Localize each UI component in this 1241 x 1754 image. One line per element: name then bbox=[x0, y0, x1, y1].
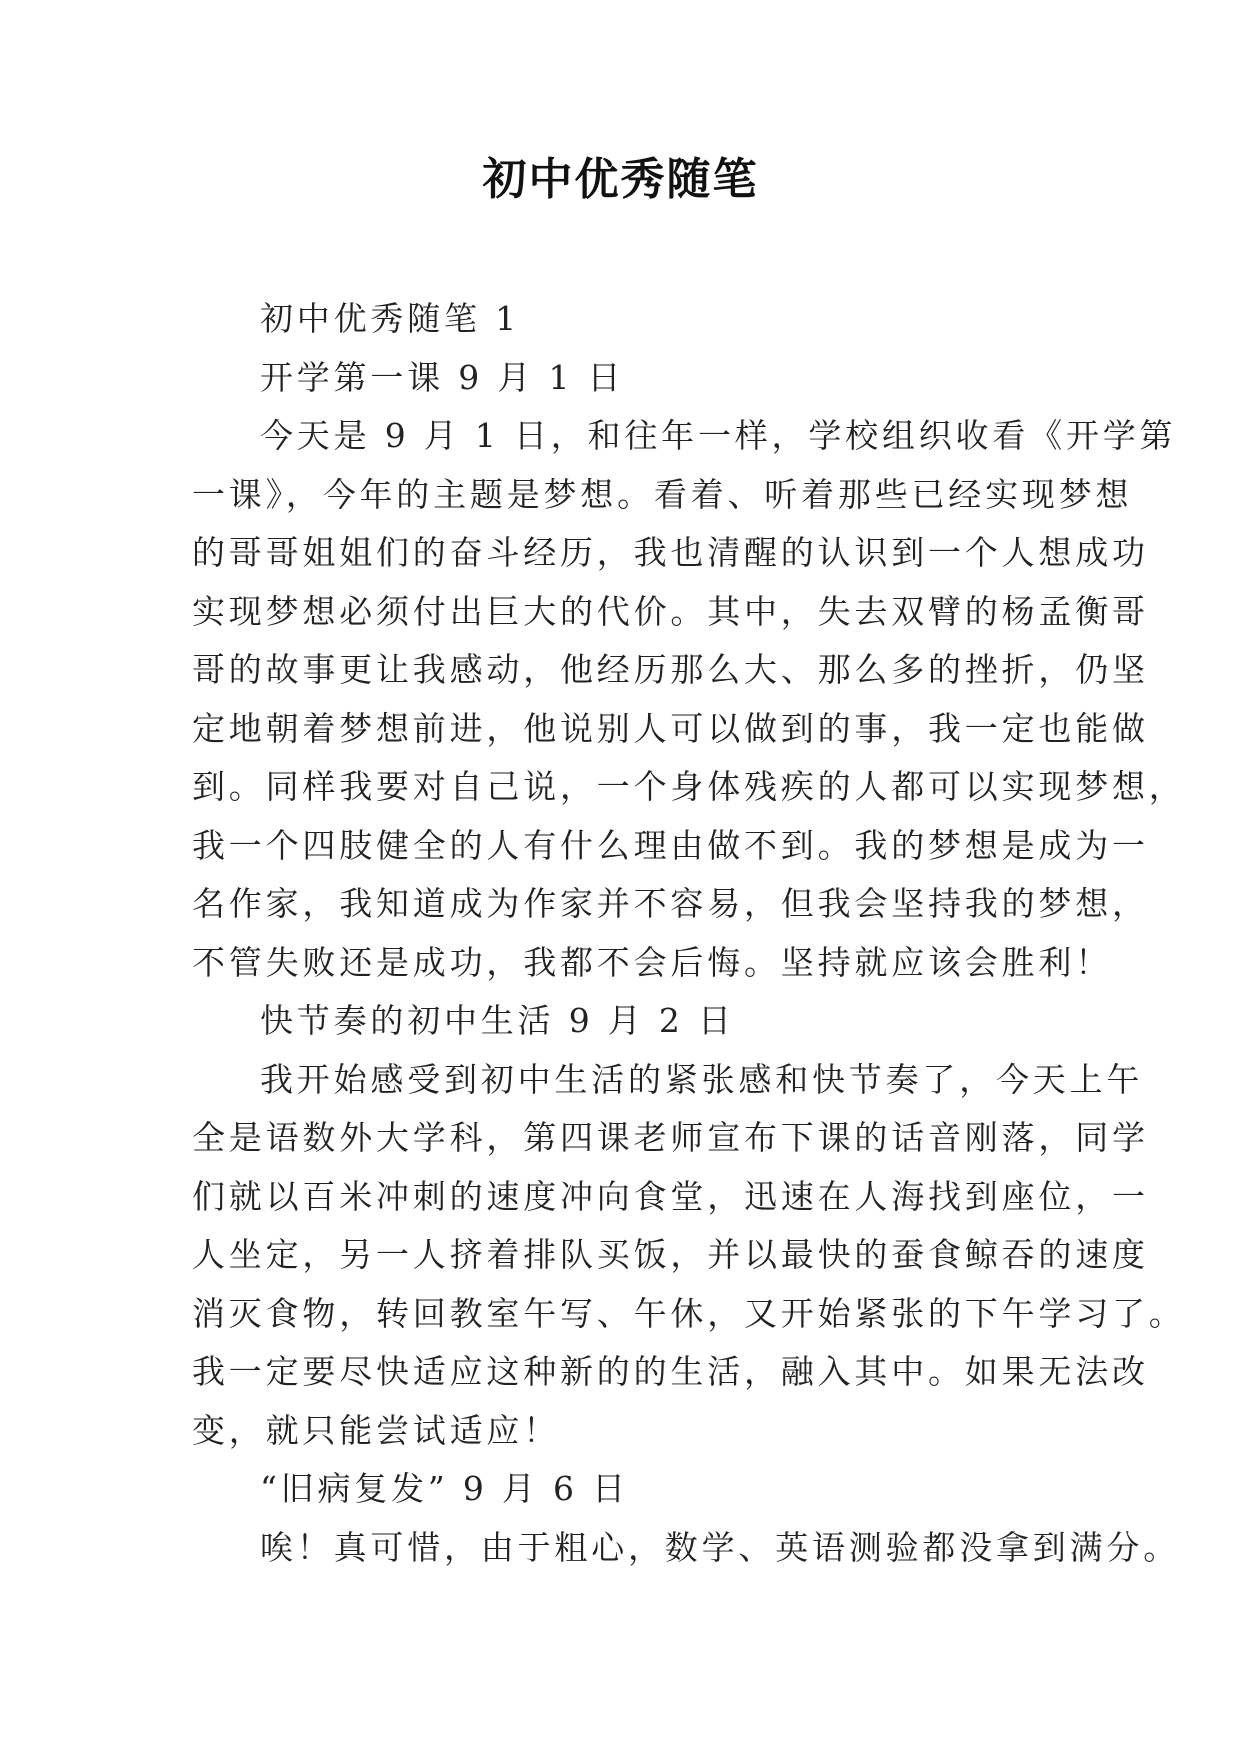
text-line: 快节奏的初中生活 9 月 2 日 bbox=[260, 1001, 735, 1040]
text-line: “旧病复发” 9 月 6 日 bbox=[260, 1469, 629, 1508]
document-title: 初中优秀随笔 bbox=[482, 154, 759, 205]
text-line: 实现梦想必须付出巨大的代价。其中，失去双臂的杨孟衡哥 bbox=[192, 591, 1149, 631]
text-line: 初中优秀随笔 1 bbox=[260, 299, 520, 338]
text-line: 们就以百米冲刺的速度冲向食堂，迅速在人海找到座位，一 bbox=[192, 1176, 1149, 1216]
text-line: 定地朝着梦想前进，他说别人可以做到的事，我一定也能做 bbox=[192, 708, 1149, 748]
document-body bbox=[192, 290, 1186, 1577]
text-line: 不管失败还是成功，我都不会后悔。坚持就应该会胜利！ bbox=[192, 942, 1112, 982]
text-line: 我开始感受到初中生活的紧张感和快节奏了，今天上午 bbox=[260, 1059, 1144, 1099]
text-line: 我一定要尽快适应这种新的的生活，融入其中。如果无法改 bbox=[192, 1352, 1149, 1391]
text-line: 唉！真可惜，由于粗心，数学、英语测验都没拿到满分。 bbox=[260, 1527, 1180, 1567]
text-line: 名作家，我知道成为作家并不容易，但我会坚持我的梦想， bbox=[192, 884, 1149, 923]
text-line: 的哥哥姐姐们的奋斗经历，我也清醒的认识到一个人想成功 bbox=[192, 533, 1149, 572]
text-line: 一课》，今年的主题是梦想。看着、听着那些已经实现梦想 bbox=[192, 474, 1133, 514]
text-line: 消灭食物，转回教室午写、午休，又开始紧张的下午学习了。 bbox=[192, 1293, 1186, 1333]
text-line: 开学第一课 9 月 1 日 bbox=[260, 357, 625, 397]
text-line: 全是语数外大学科，第四课老师宣布下课的话音刚落，同学 bbox=[192, 1118, 1149, 1157]
text-line: 人坐定，另一人挤着排队买饭，并以最快的蚕食鲸吞的速度 bbox=[192, 1235, 1149, 1274]
text-line: 到。同样我要对自己说，一个身体残疾的人都可以实现梦想， bbox=[192, 767, 1186, 806]
text-line: 哥的故事更让我感动，他经历那么大、那么多的挫折，仍坚 bbox=[192, 650, 1149, 689]
text-line: 变，就只能尝试适应！ bbox=[192, 1410, 560, 1450]
text-line: 我一个四肢健全的人有什么理由做不到。我的梦想是成为一 bbox=[192, 825, 1149, 865]
text-line: 今天是 9 月 1 日，和往年一样，学校组织收看《开学第 bbox=[260, 416, 1177, 455]
